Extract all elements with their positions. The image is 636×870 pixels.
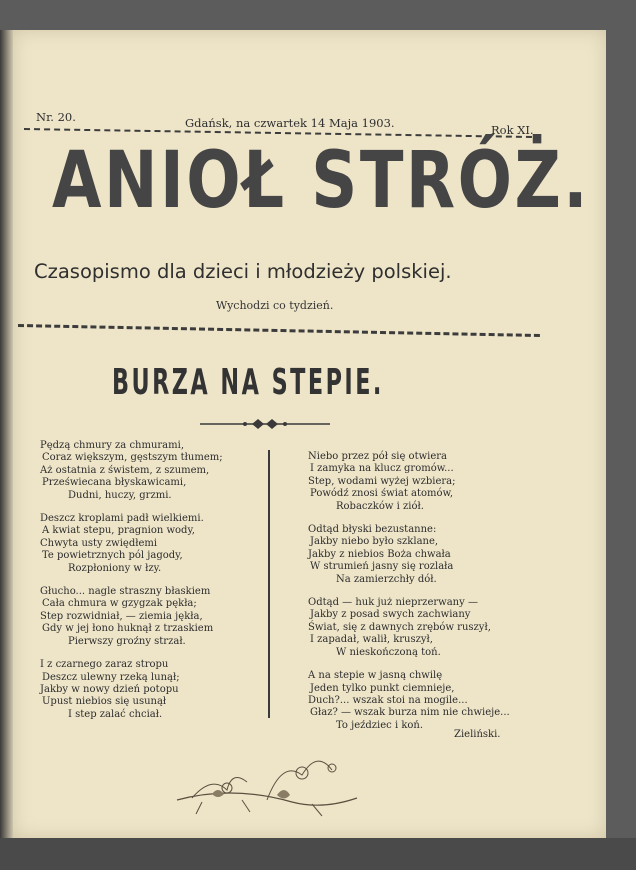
ornament-divider [200, 417, 330, 431]
poem-line: Cała chmura w gzygzak pękła; [42, 598, 197, 610]
poem-line: Step, wodami wyżej wzbiera; [308, 475, 456, 487]
poem-line: Jeden tylko punkt ciemnieje, [310, 682, 455, 694]
poem-line: Odtąd — huk już nieprzerwany — [308, 597, 478, 609]
poem-line: Dudni, huczy, grzmi. [68, 489, 172, 501]
poem-line: Rozpłoniony w łzy. [68, 562, 162, 574]
poem-line: Step rozwidniał, — ziemia jękła, [40, 610, 203, 622]
poem-left-column [40, 440, 260, 732]
poem-line: A kwiat stepu, pragnion wody, [42, 525, 195, 537]
poem-line: I step zalać chciał. [68, 708, 163, 720]
poem-line: Gdy w jej łono huknął z trzaskiem [42, 623, 214, 635]
poem-line: Odtąd błyski bezustanne: [308, 524, 437, 536]
poem-line: Powódź znosi świat atomów, [310, 488, 454, 500]
poem-line: Te powietrznych pól jagody, [42, 550, 183, 562]
masthead-title: ANIOŁ STRÓŻ. [52, 136, 591, 226]
poem-stanza [40, 659, 260, 721]
issue-number: Nr. 20. [36, 110, 76, 124]
poem-signature: Zieliński. [454, 729, 501, 740]
poem-line: I zapadał, walił, kruszył, [310, 634, 433, 646]
poem-line: Jakby w nowy dzień potopu [40, 683, 179, 695]
poem-stanza [308, 597, 538, 659]
poem-line: Na zamierzchły dół. [336, 573, 437, 585]
year-label: Rok XI. [491, 123, 534, 137]
floral-illustration [172, 740, 362, 820]
poem-line: Deszcz ulewny rzeką lunął; [42, 671, 180, 683]
binding-edge [0, 30, 14, 838]
poem-line: Świat, się z dawnych zrębów ruszył, [308, 621, 491, 633]
poem-line: W nieskończoną toń. [336, 646, 441, 658]
poem-line: I zamyka na klucz gromów... [310, 463, 454, 475]
poem-stanza [308, 451, 538, 513]
place-date: Gdańsk, na czwartek 14 Maja 1903. [185, 116, 395, 130]
poem-line: Głaz? — wszak burza nim nie chwieje... [310, 707, 510, 719]
poem-stanza [40, 586, 260, 648]
poem-stanza [308, 524, 538, 586]
poem-line: Przeświecana błyskawicami, [42, 477, 187, 489]
poem-line: Pierwszy groźny strzał. [68, 635, 186, 647]
poem-line: W strumień jasny się rozlała [310, 561, 454, 573]
poem-line: Głucho... nagle straszny błaskiem [40, 586, 211, 598]
poem-line: Aż ostatnia z świstem, z szumem, [40, 464, 210, 476]
poem-line: Niebo przez pół się otwiera [308, 451, 448, 462]
poem-line: Robaczków i ziół. [336, 500, 424, 512]
column-divider [268, 450, 270, 718]
poem-stanza [40, 513, 260, 575]
scan-border [0, 838, 636, 870]
poem-line: Jakby z niebios Boża chwała [308, 548, 451, 560]
poem-line: Deszcz kroplami padł wielkiemi. [40, 513, 204, 525]
poem-line: Jakby niebo było szklane, [310, 536, 439, 548]
poem-line: A na stepie w jasną chwilę [308, 670, 443, 682]
masthead-subtitle: Czasopismo dla dzieci i młodzieży polskiej. [34, 260, 452, 283]
poem-line: Upust niebios się usunął [42, 696, 167, 708]
poem-line: I z czarnego zaraz stropu [40, 659, 169, 671]
poem-line: Jakby z posad swych zachwiany [310, 609, 471, 621]
poem-line: Duch?... wszak stoi na mogile... [308, 694, 468, 706]
poem-stanza [40, 440, 260, 502]
poem-line: Coraz większym, gęstszym tłumem; [42, 452, 223, 464]
poem-line: To jeździec i koń. [336, 719, 424, 731]
poem-line: Pędzą chmury za chmurami, [40, 440, 185, 451]
poem-line: Chwyta usty zwiędłemi [40, 537, 158, 549]
poem-right-column [308, 451, 538, 743]
publication-frequency: Wychodzi co tydzień. [216, 299, 334, 312]
poem-title: BURZA NA STEPIE. [112, 362, 384, 403]
poem-stanza [308, 670, 538, 732]
